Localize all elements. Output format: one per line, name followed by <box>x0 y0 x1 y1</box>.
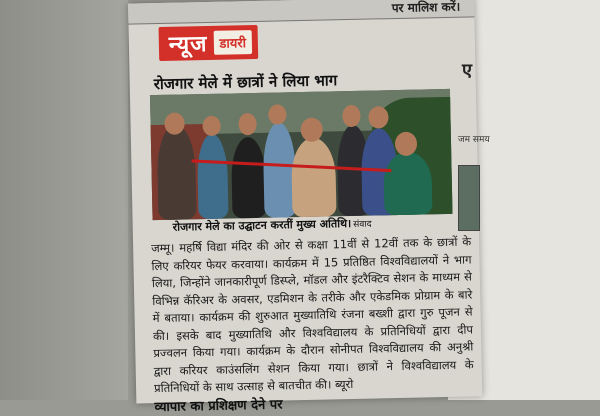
person-figure <box>383 151 432 215</box>
background-left <box>0 0 128 400</box>
adjacent-page-text: जम समय <box>458 135 490 145</box>
top-strip-text: पर मालिश करें। <box>391 0 461 16</box>
section-masthead <box>159 25 259 61</box>
person-figure <box>291 137 337 217</box>
masthead-news: न्यूज <box>168 31 208 58</box>
next-article-headline: व्यापार का प्रशिक्षण देने पर <box>154 397 283 416</box>
caption-credit: संवाद <box>353 219 372 230</box>
person-head <box>300 118 322 142</box>
top-strip <box>128 0 474 25</box>
adjacent-page-photo <box>458 165 480 231</box>
caption-text: रोजगार मेले का उद्घाटन करतीं मुख्य अतिथि। <box>172 216 352 234</box>
article-body: जम्मू। महर्षि विद्या मंदिर की ओर से कक्षा 11वीं से 12वीं तक के छात्रों के लिए करियर फेयर करवाया। कार्यक्रम में 15 प्रतिष्ठित विश्वविद्यालयों ने भाग लिया, जिन्होंने जानकारीपूर्ण डिस्प्ले, मॉडल और इंटरैक्टिव सेशन के माध्यम से विभिन्न कॅरिअर के अवसर, एडमिशन के तरीके और एकेडमिक प्रोग्राम के बारे में बताया। कार्यक्रम की शुरुआत मुख्यातिथि रंजना बख्शी द्वारा गुरु पूजन से की। इसके बाद मुख्यातिथि और विश्वविद्यालय के प्रतिनिधियों द्वारा दीप प्रज्वलन किया गया। कार्यक्रम के दौरान सोनीपत विश्वविद्यालय की अनुश्री द्वारा करियर काउंसलिंग सेशन किया गया। छात्रों ने विश्वविद्यालय के प्रतिनिधियों के साथ उत्साह से बातचीत की। ब्यूरो <box>151 234 474 396</box>
person-figure <box>231 137 267 219</box>
masthead-diary: डायरी <box>213 30 252 55</box>
article-photo <box>150 89 453 220</box>
adjacent-page-letter: ए <box>462 60 472 81</box>
newspaper-clipping <box>128 0 482 416</box>
person-figure <box>197 134 229 220</box>
article-headline: रोजगार मेले में छात्रों ने लिया भाग <box>153 71 338 94</box>
